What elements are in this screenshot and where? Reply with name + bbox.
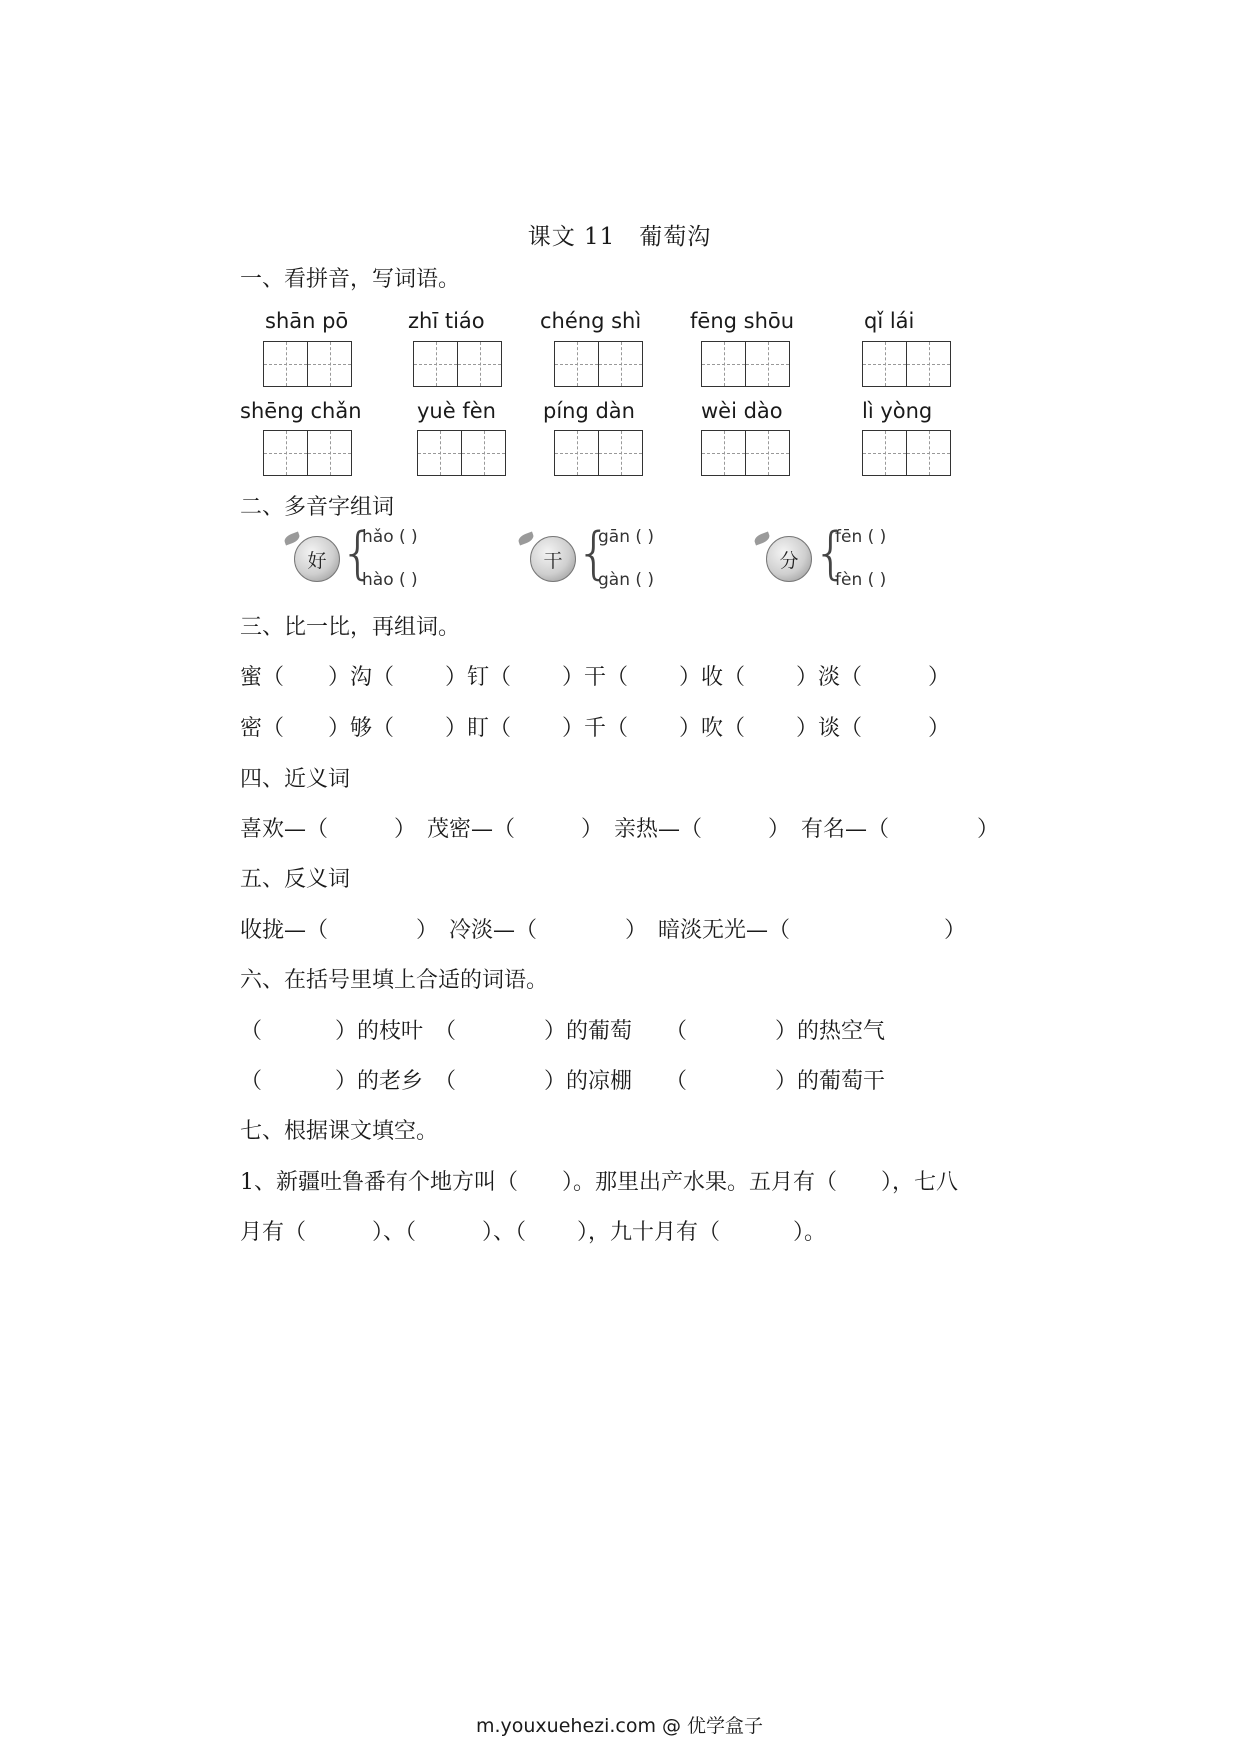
pinyin-label: qǐ lái bbox=[864, 309, 915, 333]
polyphonic-reading: fèn ( ) bbox=[835, 570, 887, 590]
brace-icon: { bbox=[340, 521, 376, 586]
pinyin-label: shān pō bbox=[265, 309, 349, 333]
page-title: 课文 11 葡萄沟 bbox=[527, 224, 712, 250]
writing-grid[interactable] bbox=[862, 430, 951, 476]
polyphonic-reading: hǎo ( ) bbox=[362, 527, 418, 547]
section-7-heading: 七、根据课文填空。 bbox=[240, 1119, 439, 1144]
leaf-icon bbox=[517, 532, 535, 546]
pinyin-label: chéng shì bbox=[540, 309, 642, 333]
character-badge: 干 bbox=[530, 536, 576, 582]
synonym-row: 喜欢—（ ） 茂密—（ ） 亲热—（ ） 有名—（ ） bbox=[240, 817, 1000, 842]
pinyin-label: wèi dào bbox=[701, 399, 783, 423]
writing-grid[interactable] bbox=[554, 430, 643, 476]
section-5-heading: 五、反义词 bbox=[240, 867, 351, 892]
section-6-heading: 六、在括号里填上合适的词语。 bbox=[240, 968, 549, 993]
writing-grid[interactable] bbox=[554, 341, 643, 387]
character-badge: 分 bbox=[766, 536, 812, 582]
pinyin-label: píng dàn bbox=[543, 399, 635, 423]
brace-icon: { bbox=[576, 521, 612, 586]
pinyin-label: yuè fèn bbox=[417, 399, 496, 423]
polyphonic-reading: hào ( ) bbox=[362, 570, 418, 590]
footer bbox=[0, 1711, 1239, 1738]
pinyin-label: shēng chǎn bbox=[240, 399, 362, 423]
footer-brand: 优学盒子 bbox=[687, 1715, 764, 1737]
text-fill-line: 月有（ ）、（ ）、（ ），九十月有（ ）。 bbox=[240, 1220, 826, 1245]
polyphonic-reading: gàn ( ) bbox=[598, 570, 655, 590]
writing-grid[interactable] bbox=[417, 430, 506, 476]
compare-row: 蜜（ ）沟（ ）钉（ ）干（ ）收（ ）淡（ ） bbox=[240, 665, 950, 690]
text-fill-line: 1、新疆吐鲁番有个地方叫（ ）。那里出产水果。五月有（ ），七八 bbox=[240, 1170, 958, 1195]
writing-grid[interactable] bbox=[701, 341, 790, 387]
footer-site[interactable]: m.youxuehezi.com bbox=[475, 1715, 657, 1737]
compare-row: 密（ ）够（ ）盯（ ）千（ ）吹（ ）谈（ ） bbox=[240, 716, 950, 741]
fill-row: （ ）的枝叶 （ ）的葡萄 （ ）的热空气 bbox=[240, 1019, 885, 1044]
antonym-row: 收拢—（ ） 冷淡—（ ） 暗淡无光—（ ） bbox=[240, 918, 967, 943]
writing-grid[interactable] bbox=[862, 341, 951, 387]
character-badge: 好 bbox=[294, 536, 340, 582]
section-2-heading: 二、多音字组词 bbox=[240, 495, 395, 520]
pinyin-label: lì yòng bbox=[862, 399, 933, 423]
pinyin-label: zhī tiáo bbox=[408, 309, 485, 333]
writing-grid[interactable] bbox=[263, 341, 352, 387]
fill-row: （ ）的老乡 （ ）的凉棚 （ ）的葡萄干 bbox=[240, 1069, 885, 1094]
polyphonic-reading: fēn ( ) bbox=[835, 527, 887, 547]
polyphonic-reading: gān ( ) bbox=[598, 527, 655, 547]
writing-grid[interactable] bbox=[413, 341, 502, 387]
section-3-heading: 三、比一比，再组词。 bbox=[240, 615, 461, 640]
footer-at: @ bbox=[662, 1715, 682, 1737]
leaf-icon bbox=[753, 532, 771, 546]
section-4-heading: 四、近义词 bbox=[240, 767, 351, 792]
pinyin-label: fēng shōu bbox=[690, 309, 795, 333]
writing-grid[interactable] bbox=[263, 430, 352, 476]
section-1-heading: 一、看拼音，写词语。 bbox=[240, 267, 461, 292]
brace-icon: { bbox=[813, 521, 849, 586]
writing-grid[interactable] bbox=[701, 430, 790, 476]
